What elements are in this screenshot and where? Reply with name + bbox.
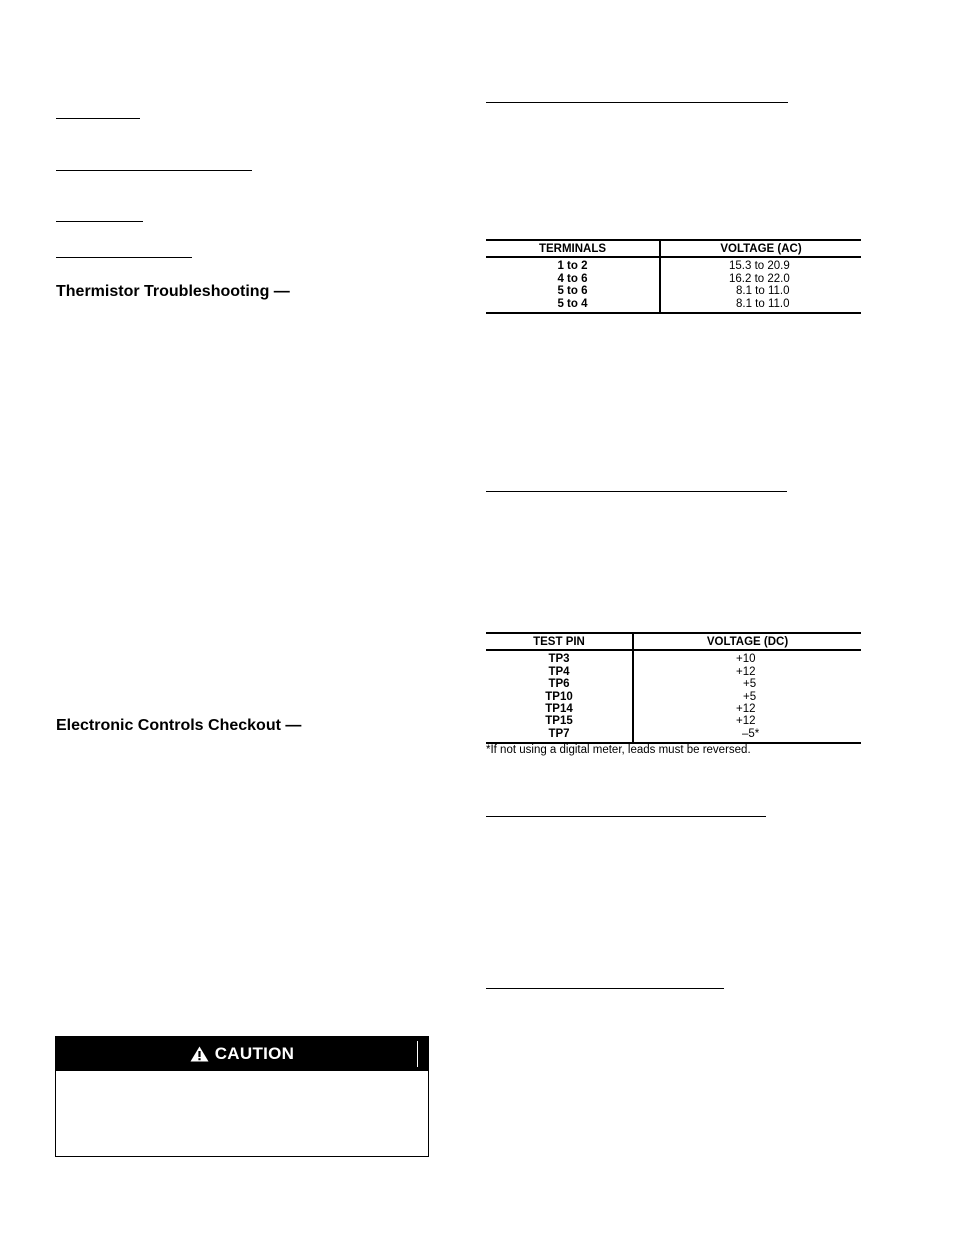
dc-table-footnote: *If not using a digital meter, leads must be reversed. [486, 744, 751, 756]
left-rule-3 [56, 221, 143, 222]
table-row: TP3 +10 [486, 650, 861, 665]
right-rule-4 [486, 988, 724, 989]
right-rule-3 [486, 816, 766, 817]
table-row: 1 to 2 15.3 to 20.9 [486, 257, 861, 272]
table-row: 4 to 6 16.2 to 22.0 [486, 273, 861, 285]
warning-triangle-icon [190, 1046, 209, 1062]
table-row: TP6 +5 [486, 678, 861, 690]
table-row: TP14 +12 [486, 703, 861, 715]
table-row: TP10 +5 [486, 691, 861, 703]
table-row: 5 to 6 8.1 to 11.0 [486, 285, 861, 297]
caution-label: CAUTION [214, 1044, 295, 1063]
electronic-controls-checkout-heading: Electronic Controls Checkout — [56, 717, 302, 734]
table-row: TP15 +12 [486, 715, 861, 727]
left-rule-1 [56, 118, 140, 119]
table-row: TP4 +12 [486, 666, 861, 678]
terminal-voltage-ac-table [486, 239, 861, 314]
right-rule-1 [486, 102, 788, 103]
table-row: 5 to 4 8.1 to 11.0 [486, 298, 861, 313]
thermistor-troubleshooting-heading: Thermistor Troubleshooting — [56, 283, 290, 300]
left-rule-2 [56, 170, 252, 171]
caution-header [56, 1037, 428, 1071]
test-pin-voltage-dc-table [486, 632, 861, 744]
header-terminals: TERMINALS [486, 240, 660, 257]
header-voltage-ac: VOLTAGE (AC) [660, 240, 861, 257]
caution-header-divider [417, 1041, 418, 1067]
table-row: TP7 –5* [486, 728, 861, 743]
left-rule-4 [56, 257, 192, 258]
header-test-pin: TEST PIN [486, 633, 633, 650]
right-rule-2 [486, 491, 787, 492]
header-voltage-dc: VOLTAGE (DC) [633, 633, 861, 650]
caution-box [55, 1036, 429, 1157]
